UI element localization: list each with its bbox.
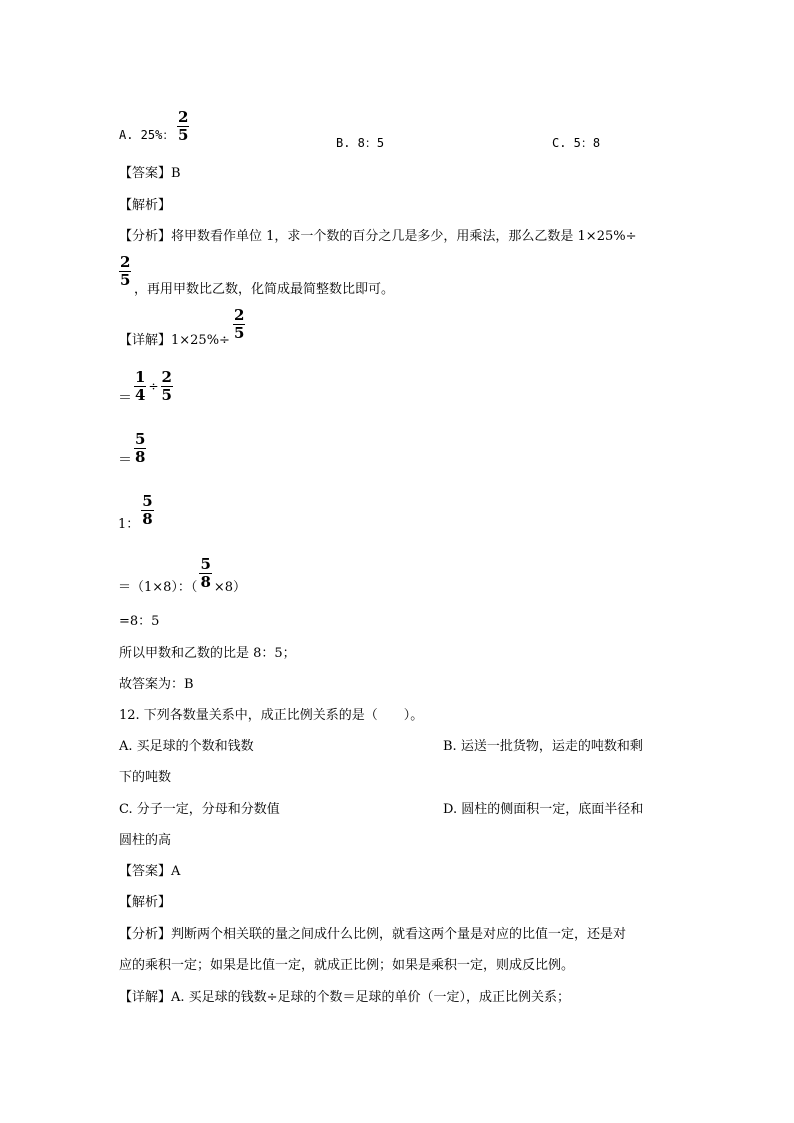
frac-numerator: 1	[135, 368, 146, 386]
q11-fenxi-fraction	[117, 254, 133, 289]
q11-option-a-fraction	[175, 109, 191, 144]
q11-answer: 【答案】B	[119, 166, 181, 181]
q12-option-d-line1: D. 圆柱的侧面积一定，底面半径和	[443, 802, 644, 817]
q11-option-a-text: A. 25%：	[119, 128, 175, 142]
frac-denominator: 5	[234, 324, 245, 342]
frac-denominator: 4	[135, 386, 146, 404]
q12-answer: 【答案】A	[119, 864, 181, 879]
q11-option-a	[119, 127, 174, 144]
q11-conclusion: 所以甲数和乙数的比是 8：5；	[119, 646, 296, 661]
q11-final: 故答案为：B	[119, 677, 194, 692]
step2	[118, 431, 148, 470]
step4	[118, 556, 246, 595]
frac-denominator: 8	[142, 510, 153, 528]
step3-prefix: 1：	[118, 517, 140, 532]
frac-denominator: 8	[200, 573, 211, 591]
q11-option-c: C. 5：8	[552, 136, 601, 150]
step3	[118, 493, 156, 532]
step4-suffix: ×8）	[213, 580, 247, 595]
q12-option-b-line2: 下的吨数	[119, 770, 172, 785]
frac-numerator: 2	[120, 253, 131, 271]
frac-denominator: 5	[178, 126, 189, 144]
step5: =8：5	[119, 614, 160, 629]
frac-denominator: 5	[161, 386, 172, 404]
q11-fenxi-line1: 【分析】将甲数看作单位 1，求一个数的百分之几是多少，用乘法，那么乙数是 1×25%÷	[119, 229, 637, 244]
q11-xiangjie: 【详解】1×25%÷	[119, 333, 230, 348]
q11-fenxi-line2: ，再用甲数比乙数，化简成最简整数比即可。	[134, 282, 395, 297]
q11-xiangjie-fraction	[231, 307, 247, 342]
step1-divide: ÷	[148, 379, 159, 394]
q12-option-b-line1: B. 运送一批货物，运走的吨数和剩	[443, 739, 643, 754]
q11-jiexi-heading: 【解析】	[119, 198, 172, 213]
frac-numerator: 2	[161, 368, 172, 386]
q12-option-d-line2: 圆柱的高	[119, 833, 172, 848]
q12-xiangjie: 【详解】A. 买足球的钱数÷足球的个数＝足球的单价（一定），成正比例关系；	[119, 990, 571, 1005]
frac-numerator: 2	[234, 306, 245, 324]
q12-question: 12. 下列各数量关系中，成正比例关系的是（ ）。	[119, 708, 424, 723]
frac-numerator: 2	[178, 108, 189, 126]
q11-option-b: B. 8：5	[336, 136, 385, 150]
step4-prefix: ＝（1×8）：（	[118, 580, 198, 595]
frac-numerator: 5	[135, 430, 146, 448]
step2-equals: ＝	[118, 452, 132, 469]
q12-fenxi-line1: 【分析】判断两个相关联的量之间成什么比例，就看这两个量是对应的比值一定，还是对	[119, 927, 627, 942]
frac-denominator: 8	[135, 448, 146, 466]
q12-jiexi-heading: 【解析】	[119, 895, 172, 910]
q12-option-a: A. 买足球的个数和钱数	[119, 739, 254, 754]
q12-fenxi-line2: 应的乘积一定；如果是比值一定，就成正比例；如果是乘积一定，则成反比例。	[119, 958, 575, 973]
frac-numerator: 5	[200, 555, 211, 573]
q12-option-c: C. 分子一定，分母和分数值	[119, 802, 280, 817]
frac-numerator: 5	[142, 492, 153, 510]
step1	[118, 369, 175, 408]
frac-denominator: 5	[120, 271, 131, 289]
step1-equals: ＝	[118, 390, 132, 407]
